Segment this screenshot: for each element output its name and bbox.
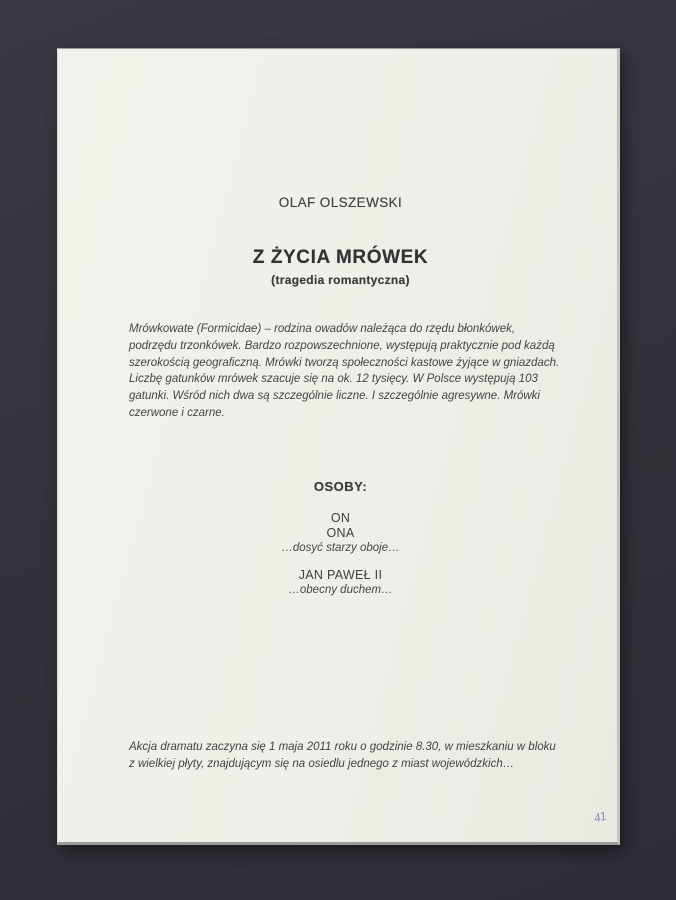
cast-heading: OSOBY: [313, 479, 368, 494]
script-title-page [57, 48, 620, 845]
epigraph-line: szerokością geograficzną. Mrówki tworzą społeczności kastowe żyjące w gniazdach. [129, 356, 560, 369]
play-title: Z ŻYCIA MRÓWEK [252, 247, 429, 268]
cast-note-on-ona: …dosyć starzy oboje… [281, 542, 400, 554]
setting-paragraph [129, 739, 556, 773]
epigraph-line: czerwone i czarne. [129, 406, 225, 419]
epigraph-line: gatunki. Wśród nich dwa są szczególnie liczne. I szczególnie agresywne. Mrówki [129, 390, 540, 403]
epigraph-line: Liczbę gatunków mrówek szacuje się na ok. 12 tysięcy. W Polsce występują 103 [129, 373, 538, 386]
epigraph-line: Mrówkowate (Formicidae) – rodzina owadów należąca do rzędu błonkówek, [129, 323, 516, 335]
cast-name-jan-pawel-ii: JAN PAWEŁ II [298, 568, 383, 582]
epigraph-paragraph [129, 321, 559, 422]
cast-name-on: ON [330, 511, 351, 525]
cast-name-ona: ONA [326, 526, 355, 540]
handwritten-page-number: 41 [592, 809, 608, 826]
cast-note-jan-pawel-ii: …obecny duchem… [288, 584, 393, 596]
play-subtitle: (tragedia romantyczna) [271, 273, 410, 287]
setting-line: Akcja dramatu zaczyna się 1 maja 2011 roku o godzinie 8.30, w mieszkaniu w bloku [129, 741, 556, 753]
setting-line: z wielkiej płyty, znajdującym się na osiedlu jednego z miast wojewódzkich… [129, 758, 515, 770]
epigraph-line: podrzędu trzonkówek. Bardzo rozpowszechnione, występują praktycznie pod każdą [129, 339, 555, 352]
author-name: OLAF OLSZEWSKI [278, 195, 403, 210]
